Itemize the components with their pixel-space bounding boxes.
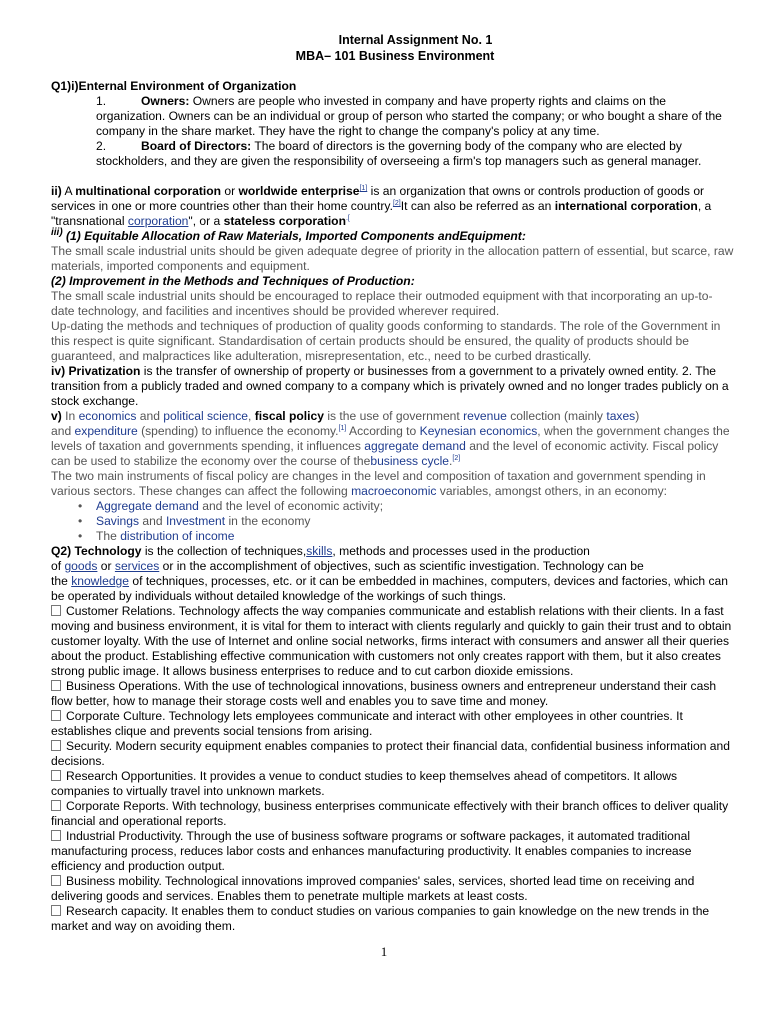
expenditure-link[interactable]: expenditure (74, 424, 138, 438)
fiscal-variables-list (51, 499, 736, 544)
q1-heading: Q1)i)Enternal Environment of Organization (51, 79, 297, 93)
q2-point: Security. Modern security equipment enables companies to protect their financial data, confidential business information and decisions. (51, 739, 730, 768)
answer-iv: iv) Privatization is the transfer of ownership of property or businesses from a government to a privately owned entity. 2. The transition from a publicly traded and owned company to a company which is privately owned and no longer trades publicly on a stock exchange. (51, 364, 729, 408)
business-cycle-link[interactable]: business cycle (370, 454, 449, 468)
q1-item-text: The board of directors is the governing body of the company who are elected by stockholders, and they are given the responsibility of overseeing a firm's top managers such as general manager. (96, 139, 702, 168)
aggregate-demand-link[interactable]: Aggregate demand (96, 499, 199, 513)
citation-link[interactable]: [2] (392, 199, 401, 207)
page-number: 1 (380, 944, 388, 959)
economics-link[interactable]: economics (78, 409, 137, 423)
corporation-link[interactable]: corporation (127, 214, 189, 228)
answer-iii-heading-1: $^{iii)}$ (1) Equitable Allocation of Raw Materials, Imported Components andEquipment: (51, 226, 526, 243)
answer-iii-paragraph-1: The small scale industrial units should be given adequate degree of priority in the allocation pattern of essential, but scarce, raw materials, imported components and equipment. (51, 244, 734, 273)
q2-point: Business Operations. With the use of technological innovations, business owners and entrepreneur understand their cash flow better, how to manage their storage costs well and enables you to save time and money. (51, 679, 717, 708)
q1-item-number: 1. (96, 94, 107, 108)
bullet-box-icon (51, 770, 61, 781)
q1-item-term: Board of Directors: (141, 139, 252, 153)
bullet-box-icon (51, 800, 61, 811)
assignment-title: Internal Assignment No. 1 (338, 33, 493, 47)
citation-link[interactable]: [1] (359, 184, 368, 192)
document-page (51, 32, 736, 934)
services-link[interactable]: services (114, 559, 160, 573)
bullet-box-icon (51, 605, 61, 616)
list-item: • The distribution of income (78, 529, 736, 544)
keynesian-economics-link[interactable]: Keynesian economics (419, 424, 538, 438)
bullet-box-icon (51, 710, 61, 721)
q2-point: Corporate Reports. With technology, business enterprises communicate effectively with their branch offices to deliver quality financial and operational reports. (51, 799, 729, 828)
q1-item-board (51, 139, 736, 169)
answer-iii-heading-2: (2) Improvement in the Methods and Techniques of Production: (51, 274, 415, 288)
savings-link[interactable]: Savings (96, 514, 140, 528)
answer-ii: ii) A multinational corporation or worldwide enterprise[1] is an organization that owns or controls production of goods or services in one or more countries other than their home country.[2]It can also be referred as an international corporation, a "transnational corporation", or a stateless corporation.[ (51, 184, 712, 228)
bullet-box-icon (51, 680, 61, 691)
answer-v-paragraph-2: The two main instruments of fiscal policy are changes in the level and composition of taxation and government spending in various sectors. These changes can affect the following macroeconomic variables, amongst others, in an economy: (51, 469, 706, 498)
bullet-box-icon (51, 830, 61, 841)
answer-iii-paragraph-2: The small scale industrial units should be encouraged to replace their outmoded equipment with that incorporating an up-to-date technology, and facilities and incentives should be provided wherever required. (51, 289, 713, 318)
skills-link[interactable]: skills (306, 544, 333, 558)
knowledge-link[interactable]: knowledge (71, 574, 130, 588)
q1-item-text: Owners are people who invested in company and have property rights and claims on the organization. Owners can be an individual or group of person who started the company; or who bought a share of the company in the share market. They have the right to change the company's policy at any time. (96, 94, 722, 138)
q2-point: Industrial Productivity. Through the use of business software programs or software packages, it automated traditional manufacturing process, reduces labor costs and enhances manufacturing productivity. It enables companies to increase efficiency and production output. (51, 829, 692, 873)
bullet-box-icon (51, 875, 61, 886)
citation-link[interactable]: [2] (452, 454, 461, 462)
list-item: • Savings and Investment in the economy (78, 514, 736, 529)
list-item: • Aggregate demand and the level of economic activity; (78, 499, 736, 514)
bullet-box-icon (51, 740, 61, 751)
distribution-of-income-link[interactable]: distribution of income (120, 529, 235, 543)
answer-iii-paragraph-3: Up-dating the methods and techniques of production of quality goods conforming to standards. The role of the Government in this respect is quite significant. Standardisation of certain products should be ensured, the quality of products should be guaranteed, and malpractices like adulteration, misrepresentation, etc., need to be curbed drastically. (51, 319, 721, 363)
answer-v: v) In economics and political science, fiscal policy is the use of government revenue collection (mainly taxes) and expenditure (spending) to influence the economy.[1] According to Keynesian economics, when the government changes the levels of taxation and governments spending, it influences aggregate demand and the level of economic activity. Fiscal policy can be used to stabilize the economy over the course of thebusiness cycle.[2] (51, 409, 730, 468)
citation-link[interactable]: [1] (338, 424, 347, 432)
q2-intro: Q2) Technology is the collection of techniques,skills, methods and processes used in the production of goods or services or in the accomplishment of objectives, such as scientific investigation. Technology can be the knowledge of techniques, processes, etc. or it can be embedded in machines, computers, devices and factories, which can be operated by individuals without detailed knowledge of the workings of such things. (51, 544, 728, 603)
revenue-link[interactable]: revenue (463, 409, 507, 423)
course-subtitle: MBA– 101 Business Environment (295, 49, 495, 63)
political-science-link[interactable]: political science (163, 409, 248, 423)
q2-point: Business mobility. Technological innovations improved companies' sales, services, shorted lead time on receiving and delivering goods and services. Enables them to penetrate multiple markets at least costs. (51, 874, 695, 903)
q2-point: Research capacity. It enables them to conduct studies on various companies to gain knowledge on the new trends in the market and way on avoiding them. (51, 904, 710, 933)
q2-point: Corporate Culture. Technology lets employees communicate and interact with other employees in other countries. It establishes clique and prevents social tensions from arising. (51, 709, 683, 738)
taxes-link[interactable]: taxes (606, 409, 636, 423)
goods-link[interactable]: goods (64, 559, 98, 573)
q1-item-number: 2. (96, 139, 107, 153)
q2-point: Customer Relations. Technology affects the way companies communicate and establish relations with their clients. In a fast moving and business environment, it is vital for them to interact with clients regularly and quickly to gain their trust and to obtain customer loyalty. With the use of Internet and online social networks, firms interact with consumers and answer all their queries about the product. Establishing effective communication with customers not only creates rapport with them, but it also creates strong public image. It allows business enterprises to reduce and to cut carbon dioxide emissions. (51, 604, 732, 678)
q1-item-owners (51, 94, 736, 139)
bullet-box-icon (51, 905, 61, 916)
q2-point: Research Opportunities. It provides a venue to conduct studies to keep themselves ahead of competitors. It allows companies to virtually travel into unknown markets. (51, 769, 678, 798)
macroeconomic-link[interactable]: macroeconomic (351, 484, 437, 498)
investment-link[interactable]: Investment (165, 514, 226, 528)
q1-item-term: Owners: (141, 94, 190, 108)
aggregate-demand-link[interactable]: aggregate demand (364, 439, 466, 453)
